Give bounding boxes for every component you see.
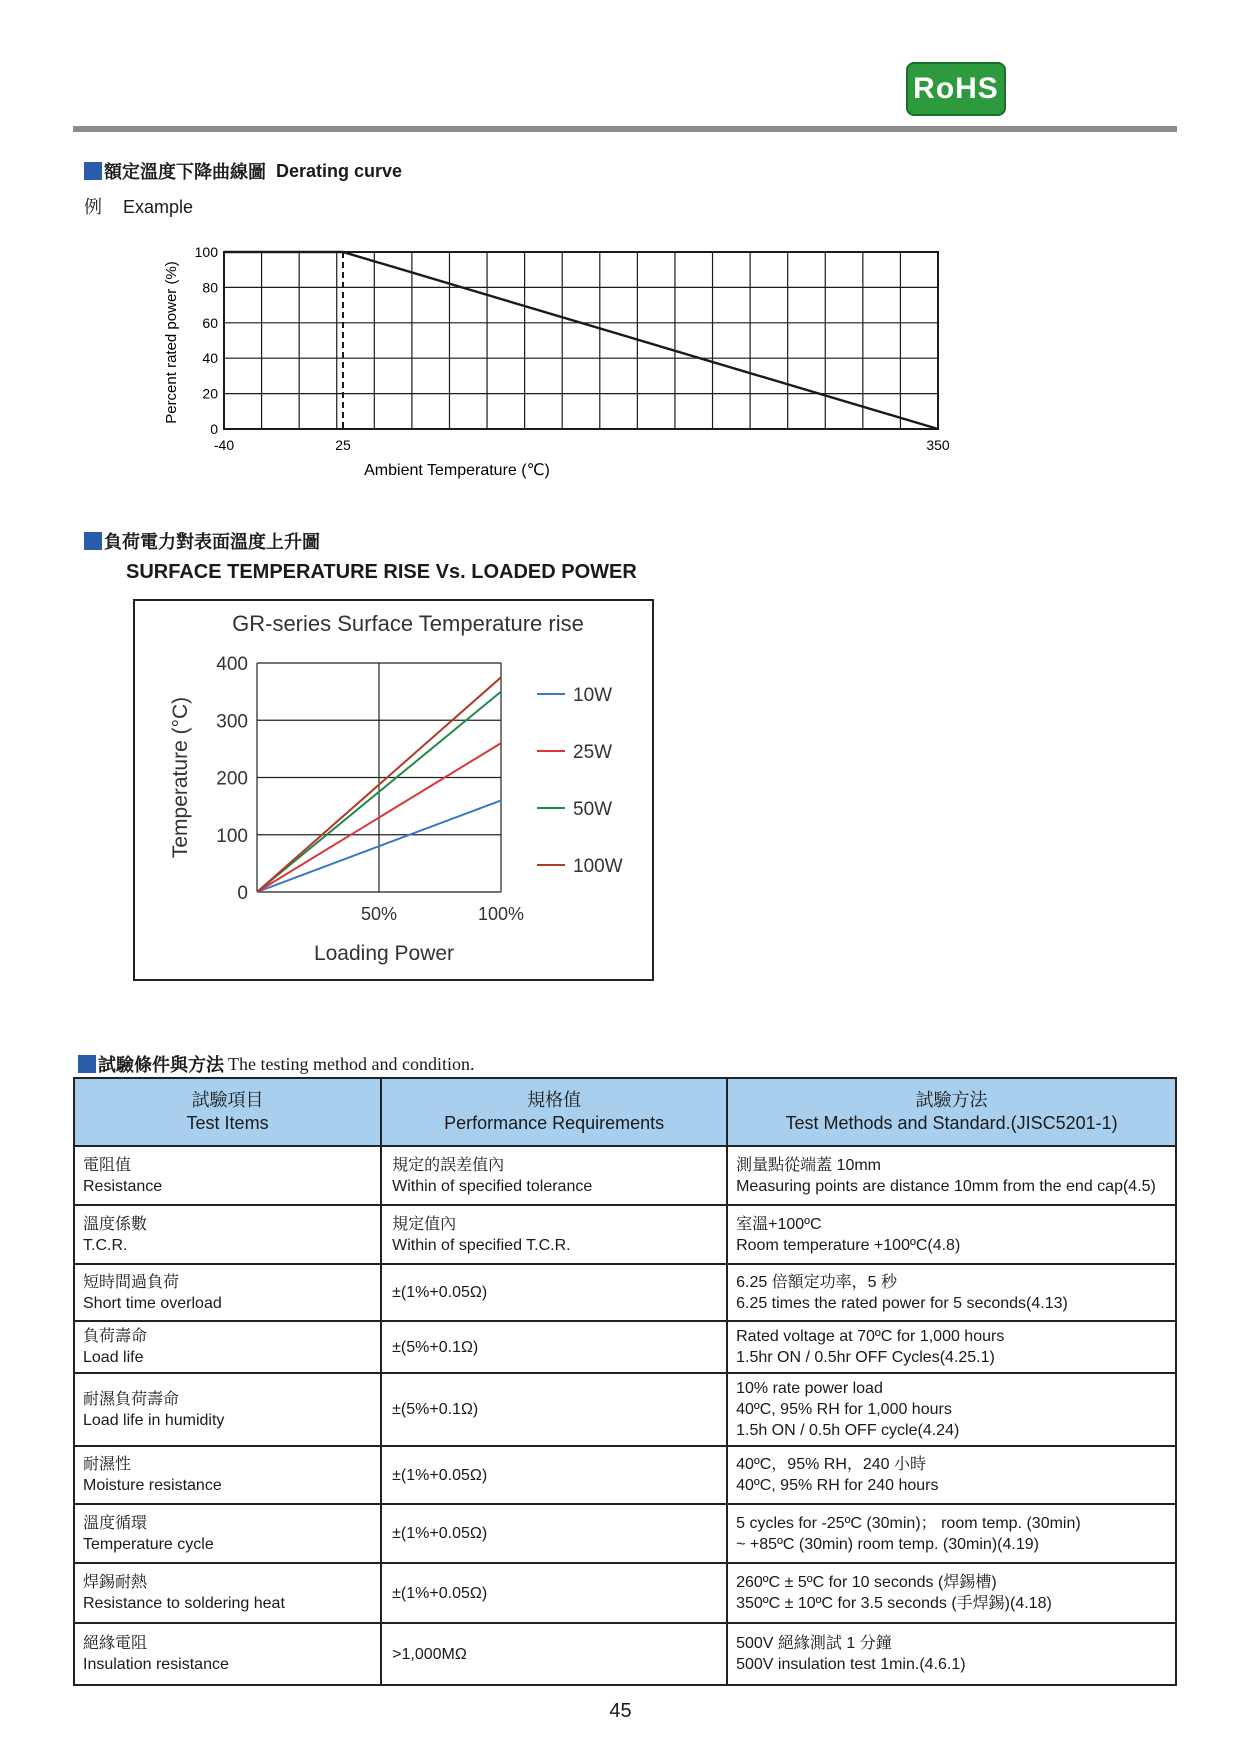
y-tick-label: 200	[216, 768, 248, 790]
cell-line: 規定的誤差值內	[392, 1156, 505, 1174]
cell-line: Temperature cycle	[83, 1535, 214, 1553]
y-tick-label: 400	[216, 654, 248, 675]
x-tick-label: 50%	[360, 904, 398, 924]
cell-line: 40ºC, 95% RH for 240 hours	[736, 1477, 939, 1494]
test-item-cell	[74, 1446, 381, 1504]
cell-line: ±(1%+0.05Ω)	[392, 1525, 488, 1542]
header-rule	[73, 126, 1177, 132]
legend-label: 10W	[573, 685, 613, 706]
y-tick-label: 0	[237, 883, 248, 904]
method-cell	[727, 1563, 1176, 1623]
y-tick-label: 20	[202, 385, 218, 402]
method-cell	[727, 1321, 1176, 1373]
cell-line: 室溫+100ºC	[736, 1215, 822, 1233]
cell-line: Moisture resistance	[83, 1477, 222, 1494]
column-header-test-items	[74, 1078, 381, 1146]
example-label-en: Example	[123, 197, 194, 217]
y-tick-label: 0	[210, 421, 218, 437]
y-tick-label: 60	[202, 314, 218, 331]
cell-line: ±(1%+0.05Ω)	[392, 1466, 488, 1484]
y-tick-label: 80	[202, 279, 218, 296]
column-header-zh: 規格值	[527, 1090, 582, 1110]
method-cell	[727, 1373, 1176, 1446]
requirement-cell	[381, 1205, 727, 1264]
method-cell	[727, 1446, 1176, 1504]
testing-heading	[78, 1051, 474, 1077]
table-row	[74, 1264, 1176, 1321]
plot-frame	[224, 252, 938, 429]
cell-line: 350ºC ± 10ºC for 3.5 seconds (手焊錫)(4.18)	[736, 1595, 1052, 1612]
page-number: 45	[609, 1700, 632, 1722]
cell-line: Measuring points are distance 10mm from the end cap(4.5)	[736, 1177, 1156, 1195]
column-header-zh: 試驗方法	[915, 1090, 988, 1110]
y-tick-label: 40	[202, 350, 218, 367]
surface-chart	[133, 599, 654, 981]
requirement-cell	[381, 1321, 727, 1373]
method-cell	[727, 1264, 1176, 1321]
surface-subheading: SURFACE TEMPERATURE RISE Vs. LOADED POWER	[126, 561, 637, 583]
cell-line: Rated voltage at 70ºC for 1,000 hours	[736, 1328, 1005, 1345]
cell-line: 10% rate power load	[736, 1380, 883, 1397]
table-header-row	[74, 1078, 1176, 1146]
cell-line: Short time overload	[83, 1294, 222, 1312]
cell-line: 溫度係數	[83, 1215, 148, 1233]
cell-line: 耐濕負荷壽命	[83, 1390, 180, 1408]
requirement-cell	[381, 1146, 727, 1205]
method-cell	[727, 1205, 1176, 1264]
cell-line: 焊錫耐熱	[83, 1574, 148, 1591]
x-tick-label: 350	[926, 437, 950, 453]
cell-line: ±(5%+0.1Ω)	[392, 1401, 479, 1418]
testing-heading-en: The testing method and condition.	[228, 1053, 475, 1074]
requirement-cell	[381, 1504, 727, 1563]
legend-label: 50W	[573, 799, 613, 820]
column-header-methods	[727, 1078, 1176, 1146]
cell-line: T.C.R.	[83, 1236, 128, 1254]
cell-line: 260ºC ± 5ºC for 10 seconds (焊錫槽)	[736, 1574, 997, 1591]
cell-line: Load life in humidity	[83, 1411, 225, 1429]
column-header-zh: 試驗項目	[191, 1090, 264, 1110]
x-axis-label: Ambient Temperature (℃)	[364, 462, 550, 479]
derating-heading-en: Derating curve	[276, 160, 403, 181]
table-row	[74, 1321, 1176, 1373]
table-row	[74, 1563, 1176, 1623]
table-row	[74, 1205, 1176, 1264]
cell-line: 規定值內	[392, 1215, 457, 1233]
cell-line: 負荷壽命	[83, 1328, 148, 1345]
derating-heading-zh: 額定溫度下降曲線圖	[104, 162, 266, 182]
cell-line: 耐濕性	[83, 1456, 132, 1473]
cell-line: >1,000MΩ	[392, 1645, 467, 1663]
section-marker	[84, 162, 102, 180]
example-label	[84, 193, 193, 219]
x-tick-label: 100%	[477, 904, 525, 924]
cell-line: Insulation resistance	[83, 1656, 229, 1673]
table-row	[74, 1373, 1176, 1446]
method-cell	[727, 1623, 1176, 1685]
cell-line: Resistance to soldering heat	[83, 1595, 285, 1612]
cell-line: 500V 絕緣測試 1 分鐘	[736, 1635, 892, 1652]
cell-line: 1.5hr ON / 0.5hr OFF Cycles(4.25.1)	[736, 1349, 995, 1366]
cell-line: 40ºC, 95% RH for 1,000 hours	[736, 1401, 952, 1418]
requirement-cell	[381, 1563, 727, 1623]
y-axis-label: Percent rated power (%)	[163, 261, 180, 424]
cell-line: Load life	[83, 1349, 144, 1366]
section-marker	[84, 532, 102, 550]
cell-line: Resistance	[83, 1177, 163, 1195]
x-tick-label: -40	[213, 437, 235, 453]
cell-line: 絕緣電阻	[83, 1635, 148, 1652]
test-item-cell	[74, 1205, 381, 1264]
test-item-cell	[74, 1146, 381, 1205]
y-tick-label: 300	[216, 711, 248, 733]
derating-heading	[84, 158, 402, 184]
requirement-cell	[381, 1264, 727, 1321]
cell-line: 溫度循環	[83, 1514, 148, 1532]
cell-line: 短時間過負荷	[83, 1273, 180, 1291]
method-cell	[727, 1146, 1176, 1205]
test-item-cell	[74, 1563, 381, 1623]
test-item-cell	[74, 1321, 381, 1373]
column-header-en: Performance Requirements	[444, 1113, 665, 1133]
legend-label: 100W	[573, 856, 623, 877]
cell-line: 6.25 times the rated power for 5 seconds(4.13)	[736, 1294, 1068, 1312]
requirement-cell	[381, 1373, 727, 1446]
cell-line: Room temperature +100ºC(4.8)	[736, 1236, 961, 1254]
x-tick-label: 25	[335, 437, 351, 453]
legend-label: 25W	[573, 742, 613, 763]
test-item-cell	[74, 1264, 381, 1321]
chart-title: GR-series Surface Temperature rise	[232, 611, 584, 636]
y-tick-label: 100	[194, 244, 218, 260]
column-header-en: Test Methods and Standard.(JISC5201-1)	[785, 1113, 1118, 1133]
cell-line: 500V insulation test 1min.(4.6.1)	[736, 1656, 966, 1673]
table-row	[74, 1446, 1176, 1504]
cell-line: Within of specified tolerance	[392, 1177, 593, 1195]
requirement-cell	[381, 1446, 727, 1504]
rohs-badge: RoHS	[906, 62, 1006, 116]
cell-line: ~ +85ºC (30min) room temp. (30min)(4.19)	[736, 1535, 1039, 1553]
example-label-zh: 例	[84, 197, 102, 217]
requirement-cell	[381, 1623, 727, 1685]
testing-heading-zh: 試驗條件與方法	[98, 1055, 224, 1075]
x-axis-label: Loading Power	[313, 942, 455, 965]
cell-line: 5 cycles for -25ºC (30min)； room temp. (30min)	[736, 1514, 1081, 1532]
surface-heading-zh: 負荷電力對表面溫度上升圖	[104, 532, 320, 552]
y-axis-label: Temperature (°C)	[169, 696, 192, 859]
test-item-cell	[74, 1504, 381, 1563]
column-header-requirements	[381, 1078, 727, 1146]
method-cell	[727, 1504, 1176, 1563]
testing-table	[73, 1077, 1177, 1686]
cell-line: ±(1%+0.05Ω)	[392, 1284, 488, 1301]
section-marker	[78, 1055, 96, 1073]
test-item-cell	[74, 1373, 381, 1446]
derating-line	[224, 252, 938, 429]
cell-line: 測量點從端蓋 10mm	[736, 1156, 881, 1174]
cell-line: 電阻值	[83, 1156, 132, 1174]
column-header-en: Test Items	[186, 1113, 269, 1133]
cell-line: Within of specified T.C.R.	[392, 1236, 571, 1254]
y-tick-label: 100	[216, 825, 248, 847]
cell-line: 6.25 倍額定功率，5 秒	[736, 1273, 898, 1291]
surface-heading	[84, 528, 320, 554]
table-row	[74, 1146, 1176, 1205]
test-item-cell	[74, 1623, 381, 1685]
cell-line: 1.5h ON / 0.5h OFF cycle(4.24)	[736, 1422, 960, 1439]
cell-line: 40ºC，95% RH，240 小時	[736, 1456, 927, 1473]
table-row	[74, 1504, 1176, 1563]
cell-line: ±(5%+0.1Ω)	[392, 1338, 479, 1356]
derating-chart	[150, 235, 970, 495]
table-row	[74, 1623, 1176, 1685]
cell-line: ±(1%+0.05Ω)	[392, 1584, 488, 1602]
